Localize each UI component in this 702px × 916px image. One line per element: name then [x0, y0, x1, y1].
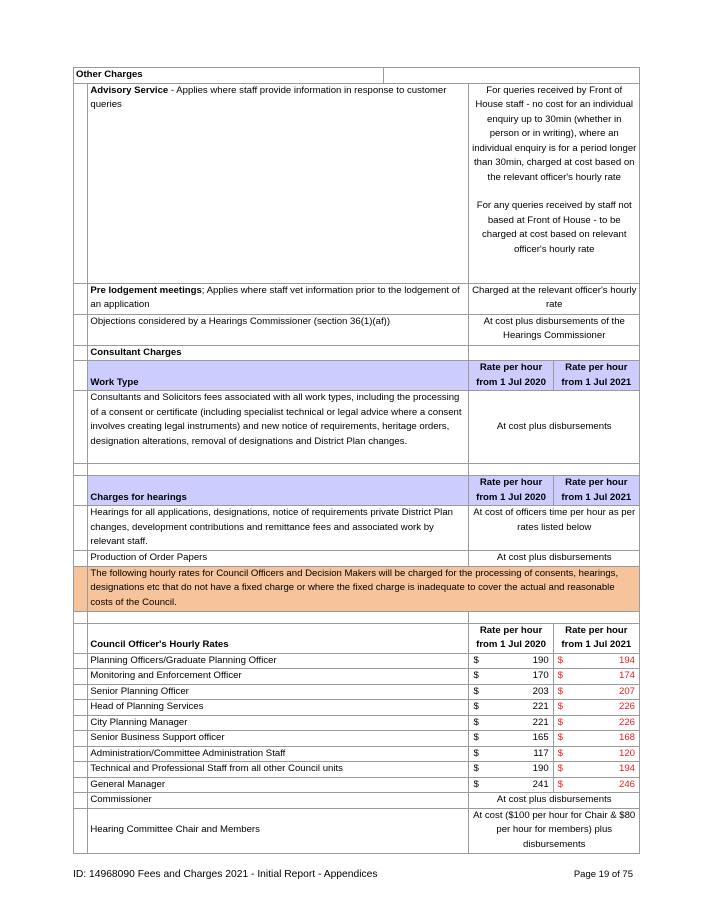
table-row: [74, 808, 640, 853]
rate-2020-value: 170: [532, 670, 549, 681]
currency-symbol: $: [473, 763, 479, 774]
advisory-charge: [469, 83, 640, 283]
rate-2020-cell: [469, 777, 553, 793]
rate-2020-cell: [469, 731, 553, 747]
advisory-charge-p1: For queries received by Front of House staff - no cost for an individual enquiry up to 30min (whether in person or in writing), where an individual enquiry is for a period longer than 30min, charged at cost based on the relevant officer's hourly rate: [472, 84, 637, 183]
hearings-row1-charge: At cost of officers time per hour as per rates listed below: [469, 506, 640, 551]
currency-symbol: $: [473, 778, 479, 790]
table-row: [74, 314, 640, 345]
advisory-desc: - Applies where staff provide information in response to customer queries: [90, 84, 447, 110]
table-row: [74, 83, 640, 283]
rate-2021-value: 246: [618, 778, 635, 790]
currency-symbol: $: [473, 685, 479, 697]
officers-title: Council Officer's Hourly Rates: [88, 623, 469, 653]
officer-rate-row: [74, 700, 640, 716]
rate-2021-cell: [553, 684, 639, 700]
currency-symbol: $: [557, 654, 564, 666]
rate-2021-header: Rate per hour from 1 Jul 2021: [553, 361, 639, 391]
rate-2020-cell: [469, 684, 553, 700]
rate-2020-value: 117: [533, 747, 549, 759]
consultant-title: Consultant Charges: [88, 345, 469, 361]
currency-symbol: $: [557, 685, 564, 697]
officer-role: General Manager: [88, 777, 469, 793]
spacer-row: [74, 464, 640, 476]
work-type-header: Work Type: [88, 361, 469, 391]
officer-role: City Planning Manager: [88, 715, 469, 731]
rate-2021-cell: [553, 653, 639, 669]
hearing-committee-name: Hearing Committee Chair and Members: [88, 808, 469, 853]
advisory-name: Advisory Service: [90, 84, 169, 96]
commissioner-name: Commissioner: [88, 793, 469, 809]
rate-2020-value: 165: [532, 732, 549, 743]
officer-rate-row: [74, 669, 640, 685]
officer-rate-row: [74, 731, 640, 747]
fees-page: [73, 67, 640, 854]
currency-symbol: $: [557, 670, 564, 681]
rate-2020-value: 241: [532, 778, 549, 790]
rate-2020-cell: [469, 762, 553, 778]
currency-symbol: $: [557, 747, 564, 759]
rate-2020-cell: [469, 746, 553, 762]
currency-symbol: $: [473, 701, 479, 712]
advisory-charge-p2: For any queries received by staff not based at Front of House - to be charged at cost based on relevant officer's hourly rate: [476, 200, 632, 255]
currency-symbol: $: [557, 716, 564, 728]
currency-symbol: $: [557, 778, 564, 790]
officer-rate-row: [74, 762, 640, 778]
rate-2021-value: 226: [618, 716, 635, 728]
objections-description: Objections considered by a Hearings Commissioner (section 36(1)(af)): [88, 314, 469, 345]
currency-symbol: $: [473, 747, 479, 759]
rate-2020-cell: [469, 700, 553, 716]
fees-table: [73, 67, 640, 854]
officer-rate-rows: [74, 653, 640, 793]
table-row: [74, 391, 640, 464]
currency-symbol: $: [473, 654, 479, 666]
officers-rate-2021-header: Rate per hour from 1 Jul 2021: [553, 623, 639, 653]
pre-lodgement-charge: Charged at the relevant officer's hourly rate: [469, 283, 640, 314]
rate-2021-cell: [553, 669, 639, 685]
table-row: [74, 506, 640, 551]
hourly-rates-note: The following hourly rates for Council Officers and Decision Makers will be charged for the processing of consents, hearings, designations etc that do not have a fixed charge or where the fixed charge is inadequate to cover the actual and reasonable costs of the Council.: [88, 566, 640, 611]
consultant-description: Consultants and Solicitors fees associated with all work types, including the processing of a consent or certificate (including specialist technical or legal advice where a consent involves creating legal instruments) and new notice of requirements, heritage orders, designation alterations, removal of designations and District Plan changes.: [88, 391, 469, 464]
table-row: [74, 793, 640, 809]
officer-role: Planning Officers/Graduate Planning Officer: [88, 653, 469, 669]
section-header-other-charges: [74, 68, 640, 84]
hearings-header-row: [74, 476, 640, 506]
table-row: [74, 283, 640, 314]
officer-rate-row: [74, 653, 640, 669]
pre-lodgement-name: Pre lodgement meetings: [90, 284, 202, 296]
footer-document-id: ID: 14968090 Fees and Charges 2021 - Initial Report - Appendices: [73, 869, 378, 880]
officer-role: Head of Planning Services: [88, 700, 469, 716]
section-title: Other Charges: [74, 68, 384, 84]
hearings-row2-description: Production of Order Papers: [88, 551, 469, 567]
table-row: [74, 551, 640, 567]
rate-2021-cell: [553, 777, 639, 793]
rate-2021-value: 120: [618, 747, 635, 759]
work-type-header-row: [74, 361, 640, 391]
rate-2021-value: 194: [618, 763, 635, 774]
officer-role: Senior Planning Officer: [88, 684, 469, 700]
hearings-rate-2020-header: Rate per hour from 1 Jul 2020: [469, 476, 553, 506]
rate-2021-value: 168: [618, 732, 635, 743]
section-header-consultant: [74, 345, 640, 361]
rate-2020-header: Rate per hour from 1 Jul 2020: [469, 361, 553, 391]
hearings-row2-charge: At cost plus disbursements: [469, 551, 640, 567]
officer-rate-row: [74, 746, 640, 762]
currency-symbol: $: [473, 732, 479, 743]
hearing-committee-charge: At cost ($100 per hour for Chair & $80 per hour for members) plus disbursements: [469, 808, 640, 853]
officer-role: Senior Business Support officer: [88, 731, 469, 747]
consultant-charge: At cost plus disbursements: [469, 391, 640, 464]
rate-2020-value: 203: [532, 685, 549, 697]
rate-2021-value: 174: [618, 670, 635, 681]
rate-2021-cell: [553, 700, 639, 716]
officer-rate-row: [74, 684, 640, 700]
objections-charge: At cost plus disbursements of the Hearings Commissioner: [469, 314, 640, 345]
officer-role: Administration/Committee Administration Staff: [88, 746, 469, 762]
pre-lodgement-desc: ; Applies where staff vet information prior to the lodgement of an application: [90, 284, 460, 310]
currency-symbol: $: [557, 701, 564, 712]
hearings-rate-2021-header: Rate per hour from 1 Jul 2021: [553, 476, 639, 506]
currency-symbol: $: [473, 716, 479, 728]
hearings-title: Charges for hearings: [88, 476, 469, 506]
rate-2021-value: 226: [618, 701, 635, 712]
page-footer: [73, 869, 633, 880]
rate-2020-cell: [469, 653, 553, 669]
rate-2021-value: 194: [618, 654, 635, 666]
rate-2021-cell: [553, 762, 639, 778]
hearings-row1-description: Hearings for all applications, designations, notice of requirements private District Plan changes, development contributions and remittance fees and associated work by relevant staff.: [88, 506, 469, 551]
officer-rate-row: [74, 715, 640, 731]
currency-symbol: $: [557, 763, 564, 774]
commissioner-charge: At cost plus disbursements: [469, 793, 640, 809]
rate-2021-cell: [553, 715, 639, 731]
note-row: [74, 566, 640, 611]
officer-role: Monitoring and Enforcement Officer: [88, 669, 469, 685]
rate-2020-value: 190: [532, 763, 549, 774]
rate-2020-value: 221: [532, 701, 549, 712]
officers-rate-2020-header: Rate per hour from 1 Jul 2020: [469, 623, 553, 653]
currency-symbol: $: [557, 732, 564, 743]
footer-page-number: Page 19 of 75: [573, 869, 633, 880]
rate-2020-value: 221: [532, 716, 549, 728]
rate-2020-value: 190: [532, 654, 549, 666]
pre-lodgement-description: [88, 283, 469, 314]
rate-2020-cell: [469, 669, 553, 685]
rate-2021-value: 207: [618, 685, 635, 697]
officers-header-row: [74, 623, 640, 653]
rate-2021-cell: [553, 746, 639, 762]
officer-role: Technical and Professional Staff from all other Council units: [88, 762, 469, 778]
rate-2021-cell: [553, 731, 639, 747]
rate-2020-cell: [469, 715, 553, 731]
officer-rate-row: [74, 777, 640, 793]
currency-symbol: $: [473, 670, 479, 681]
advisory-description: [88, 83, 469, 283]
spacer-row: [74, 611, 640, 623]
